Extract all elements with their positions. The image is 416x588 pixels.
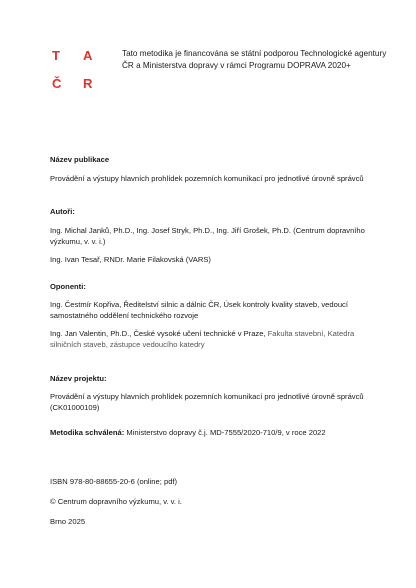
reviewer-line — [50, 328, 380, 339]
logo-letter-c: Č — [52, 76, 62, 91]
authors-line: Ing. Michal Janků, Ph.D., Ing. Josef Stryk, Ph.D., Ing. Jiří Grošek, Ph.D. (Centrum dopravního — [50, 226, 365, 235]
funding-statement — [122, 48, 387, 72]
isbn: ISBN 978-80-88655-20-6 (online; pdf) — [50, 477, 178, 486]
tacr-logo — [50, 47, 106, 93]
authors-line: Ing. Ivan Tesař, RNDr. Marie Filakovská (VARS) — [50, 255, 211, 264]
project-heading: Název projektu: — [50, 374, 107, 383]
reviewers-section — [50, 281, 380, 350]
project-line: Provádění a výstupy hlavních prohlídek pozemních komunikací pro jednotlivé úrovně správců — [50, 392, 364, 401]
logo-letter-r: R — [83, 76, 93, 91]
copyright: © Centrum dopravního výzkumu, v. v. i. — [50, 497, 182, 506]
publication-title: Provádění a výstupy hlavních prohlídek pozemních komunikací pro jednotlivé úrovně správců — [50, 174, 364, 183]
publication-section — [50, 154, 380, 184]
place-year: Brno 2025 — [50, 517, 86, 526]
approval-label: Metodika schválená: — [50, 428, 125, 437]
authors-line: výzkumu, v. v. i.) — [50, 237, 106, 246]
funding-line: Tato metodika je financována se státní podporou Technologické agentury — [122, 49, 387, 58]
approval-line — [50, 427, 380, 438]
reviewer-line: samostatného oddělení technického rozvoje — [50, 311, 199, 320]
logo-letter-t: T — [52, 48, 60, 63]
reviewers-heading: Oponenti: — [50, 282, 86, 291]
logo-letter-a: A — [83, 48, 93, 63]
footer-section — [50, 476, 380, 527]
reviewer-affiliation: Fakulta stavební, Katedra — [267, 329, 355, 338]
authors-section — [50, 206, 380, 265]
reviewer-line: Ing. Čestmír Kopřiva, Ředitelství silnic a dálnic ČR, Úsek kontroly kvality staveb, vedoucí — [50, 300, 348, 309]
approval-text: Ministerstvo dopravy č.j. MD-7555/2020-710/9, v roce 2022 — [124, 428, 326, 437]
project-section — [50, 373, 380, 413]
funding-line: ČR a Ministerstva dopravy v rámci Programu DOPRAVA 2020+ — [122, 61, 351, 70]
project-line: (CK01000109) — [50, 403, 100, 412]
reviewer-name: Ing. Jan Valentin, Ph.D., České vysoké učení technické v Praze, — [50, 329, 268, 338]
reviewer-line: silničních staveb, zástupce vedoucího katedry — [50, 340, 205, 349]
publication-heading: Název publikace — [50, 155, 110, 164]
authors-heading: Autoři: — [50, 207, 75, 216]
